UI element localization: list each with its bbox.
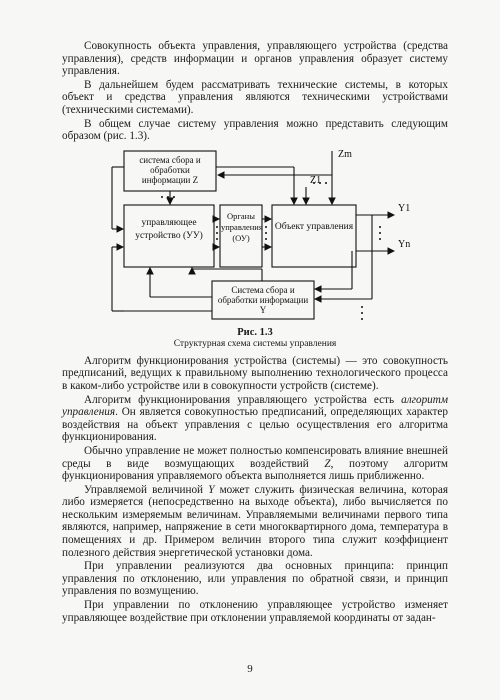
- page-number: 9: [247, 663, 253, 675]
- paragraph-3: В общем случае систему управления можно представить следующим образом (рис. 1.3).: [62, 117, 448, 143]
- paragraph-6: [62, 445, 448, 483]
- paragraph-2: В дальнейшем будем рассматривать технические системы, в которых объект и средства управления являются техническими устройствами (техническими системами).: [62, 78, 448, 116]
- paragraph-7-emphasis: Y: [208, 483, 215, 496]
- paragraph-7-text-a: Управляемой величиной: [84, 483, 209, 496]
- object-label: Объект управления: [274, 221, 354, 232]
- info-z-label: система сбора и обработки информации Z: [139, 154, 201, 185]
- paragraph-5: [62, 394, 448, 444]
- block-diagram: [62, 147, 448, 325]
- paragraph-7-text-b: может служить физическая величина, которая либо измеряется (непосредственно на выходе объекта), либо вычисляется по нескольким измеряемым величинам. Управляемыми величинами первого типа являются, например, напряжение в сети многоквартирного дома, температура в помещениях и др. Примером величин второго типа служит коэффициент полезного действия энергетической установки дома.: [62, 483, 449, 559]
- z1-label: Z1: [310, 174, 322, 186]
- object-box: [272, 205, 356, 267]
- y1-label: Y1: [398, 202, 411, 214]
- paragraph-9: При управлении по отклонению управляющее устройство изменяет управляющее воздействие при отклонении управляемой координаты от задан-: [62, 599, 448, 624]
- figure-caption: Структурная схема системы управления: [173, 338, 337, 349]
- paragraph-1: Совокупность объекта управления, управляющего устройства (средства управления), средств информации и органов управления образует систему управления.: [62, 40, 448, 78]
- paragraph-5-text-a: Алгоритм функционирования управляющего устройства есть: [84, 393, 402, 406]
- paragraph-4: Алгоритм функционирования устройства (системы) — это совокупность предписаний, ведущих к правильному выполнению технологического процесса в каком-либо устройстве или в совокупности устройств (системе).: [62, 354, 448, 392]
- paragraph-8: При управлении реализуются два основных принципа: принцип управления по отклонению, или управления по обратной связи, и принцип управления по возмущению.: [62, 560, 448, 598]
- paragraph-5-text-b: . Он является совокупностью предписаний, определяющих характер воздействия на объект управления с целью осуществления его алгоритма функционирования.: [62, 406, 448, 444]
- paragraph-6-emphasis: Z: [324, 457, 331, 470]
- yn-label: Yn: [398, 238, 411, 250]
- paragraph-5-emphasis: алгоритм управления: [62, 393, 448, 419]
- ou-label: Органы управления (ОУ): [221, 210, 263, 243]
- info-y-label: Система сбора и обработки информации Y: [217, 284, 309, 315]
- paragraph-6-text-b: , поэтому алгоритм функционирования управляемого объекта выполняется лишь приближенно.: [62, 457, 448, 483]
- paragraph-7: [62, 484, 448, 560]
- page-body: [62, 40, 448, 625]
- paragraph-6-text-a: Обычно управление не может полностью компенсировать влияние внешней среды в виде возмущающих воздействий: [62, 444, 448, 470]
- figure-number: Рис. 1.3: [237, 326, 273, 338]
- uu-label: управляющее устройство (УУ): [135, 217, 203, 241]
- zm-label: Zm: [338, 148, 352, 160]
